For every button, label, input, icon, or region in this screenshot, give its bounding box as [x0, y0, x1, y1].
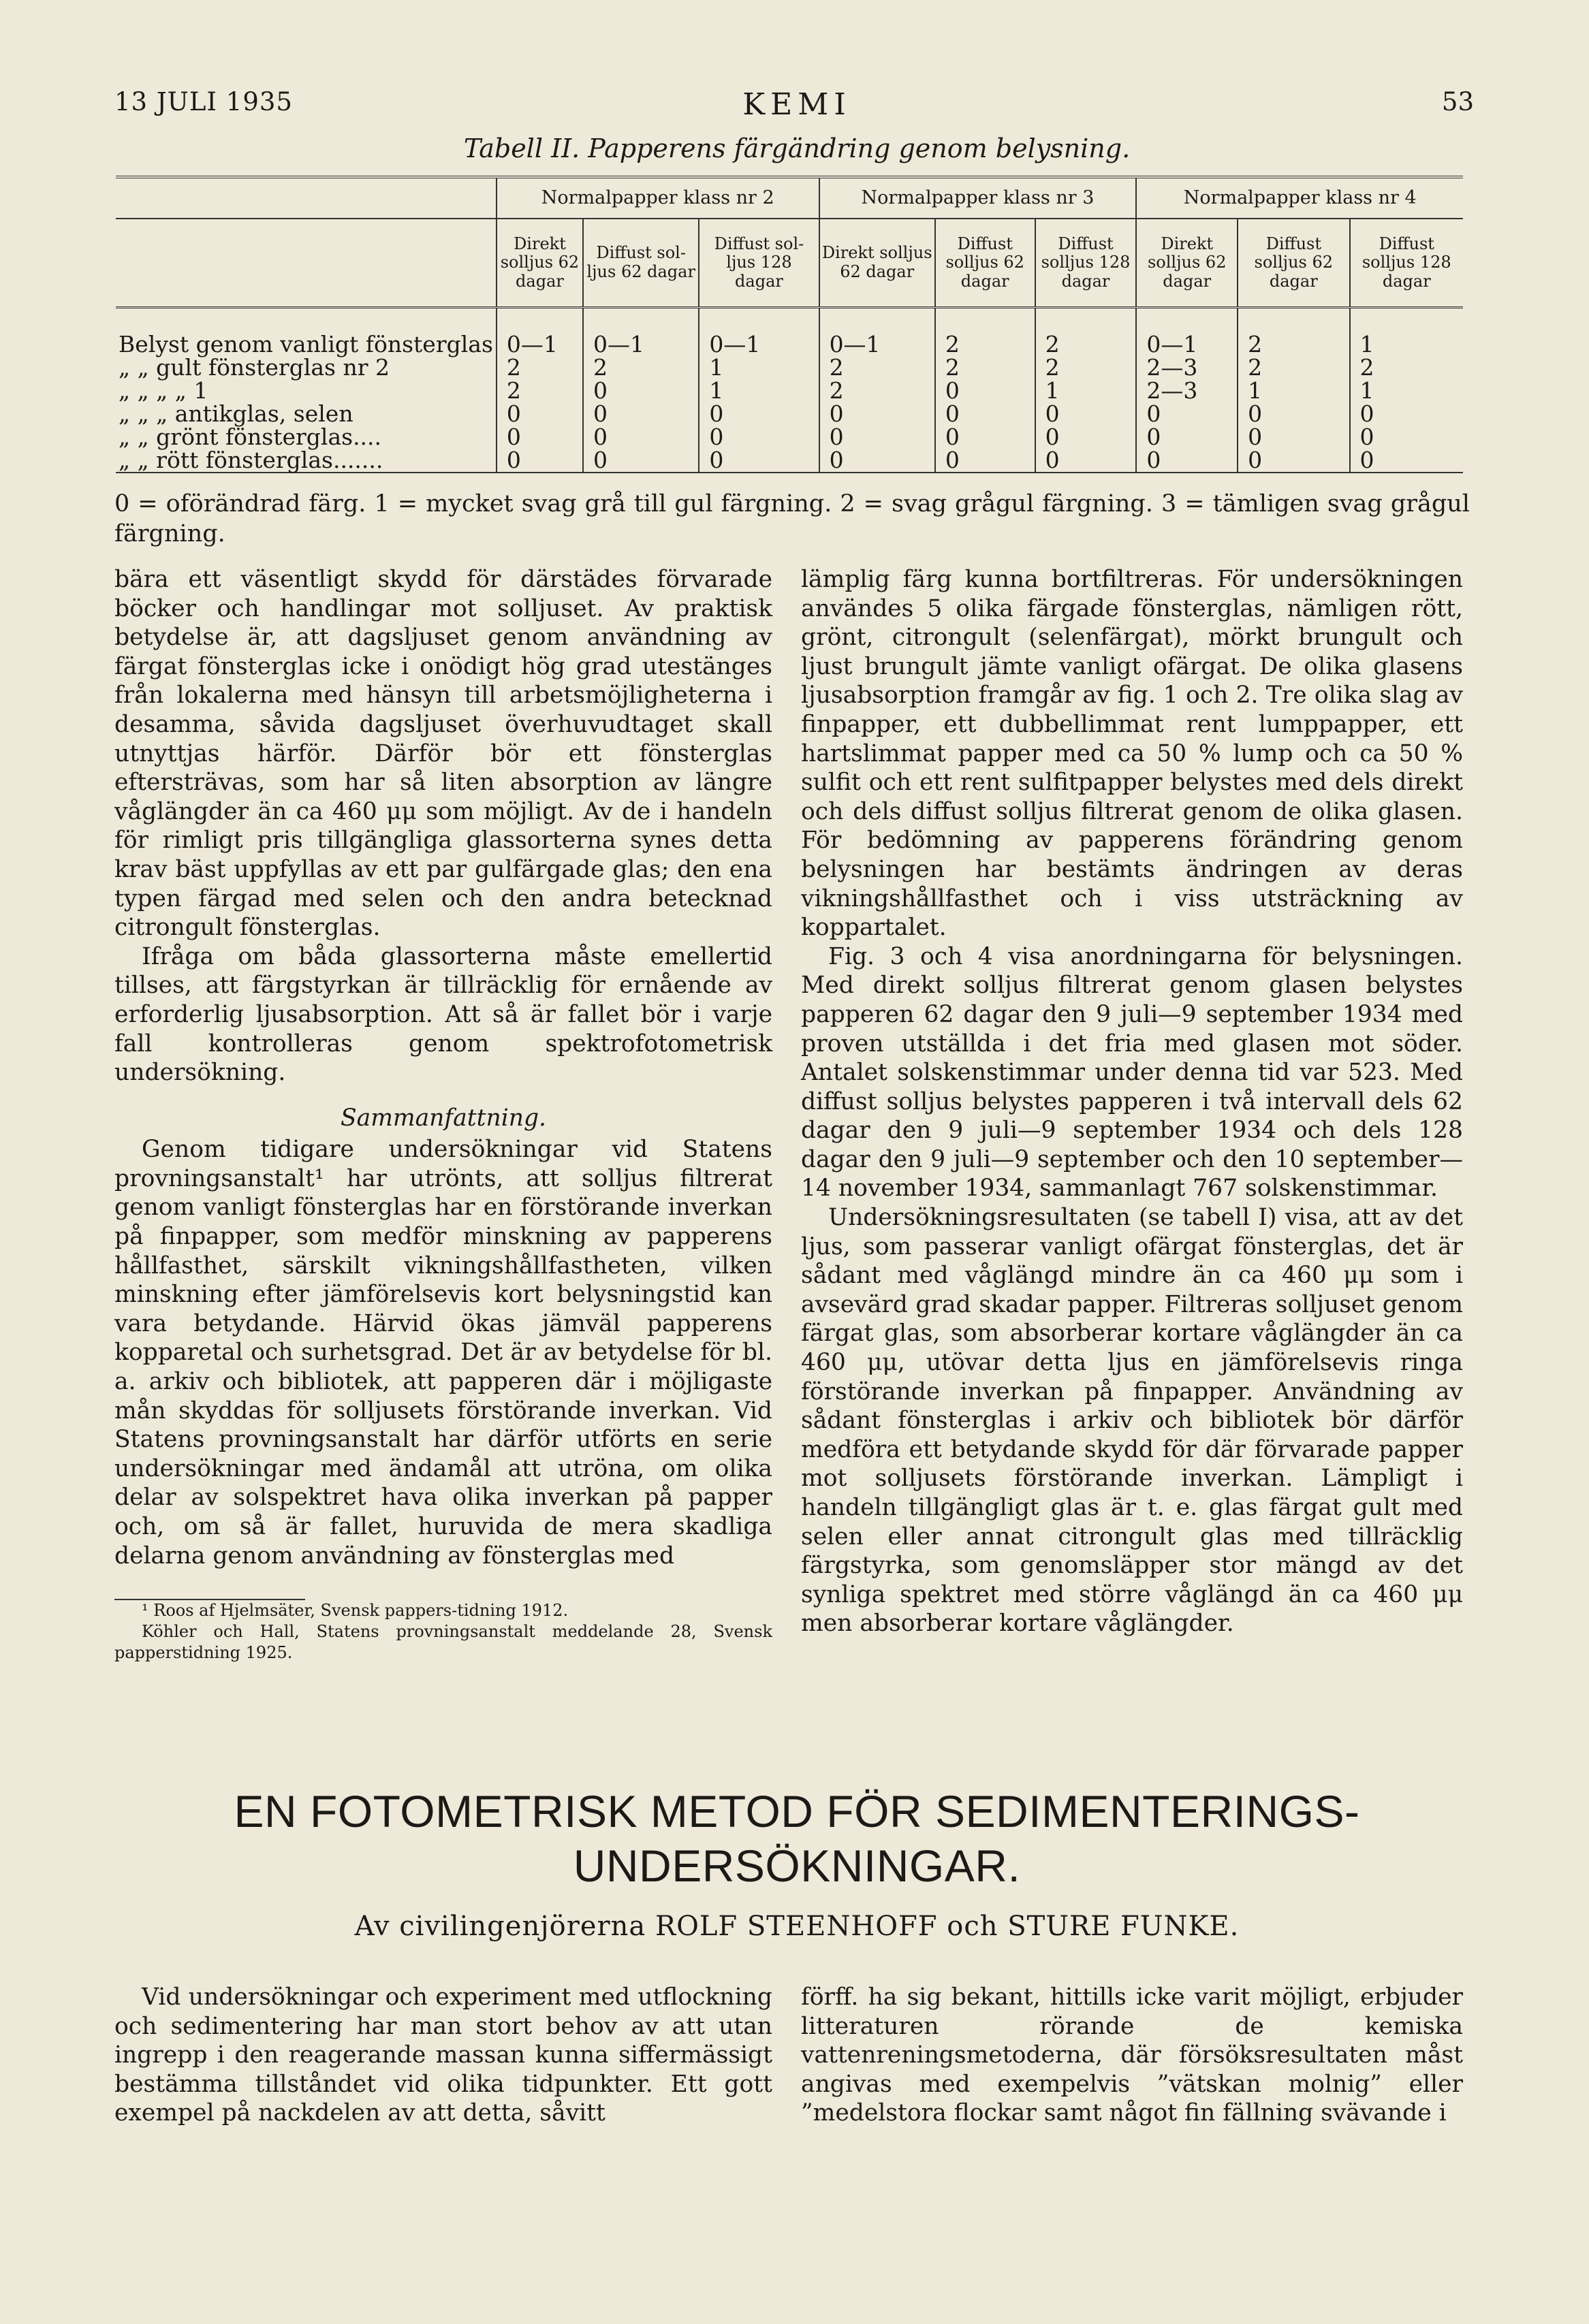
table-cell: 0: [1136, 426, 1238, 449]
article2-left-column: [114, 1983, 772, 2128]
table-cell: 0: [935, 379, 1035, 402]
row-label: „ „ „ antikglas, selen: [119, 400, 353, 427]
table-body: [116, 308, 1463, 473]
running-header-journal: KEMI: [742, 87, 851, 122]
table-cell: 0: [1350, 449, 1463, 473]
table-cell: 2—3: [1136, 379, 1238, 402]
table-cell: 2: [819, 379, 935, 402]
table-legend: 0 = oförändrad färg. 1 = mycket svag grå till gul färgning. 2 = svag grågul färgning. 3 = tämligen svag grågul färgning.: [114, 490, 1470, 547]
group-header: Normalpapper klass nr 3: [819, 177, 1137, 219]
table-cell: 1: [1350, 308, 1463, 357]
table-row: [116, 356, 1463, 379]
table-cell: 0: [497, 449, 583, 473]
table-cell: 0: [1035, 402, 1137, 426]
color-change-table: [116, 176, 1463, 473]
table-cell: 2: [1238, 308, 1349, 357]
table-cell: 1: [1238, 379, 1349, 402]
group-header: Normalpapper klass nr 2: [497, 177, 819, 219]
row-label: „ „ gult fönsterglas nr 2: [119, 354, 390, 381]
paragraph: Genom tidigare undersökningar vid Statens provningsanstalt¹ har utrönts, att solljus filtrerat genom vanligt fönsterglas har en förstörande inverkan på finpapper, som medför minskning av papperens hållfasthet, särskilt vikningshållfastheten, vilken minskning efter jämförelsevis kort belysningstid kan vara betydande. Härvid ökas jämväl papperens kopparetal och surhetsgrad. Det är av betydelse för bl. a. arkiv och bibliotek, att papperen där i möjligaste mån skyddas för solljusets förstörande inverkan. Vid Statens provningsanstalt har därför utförts en serie undersökningar med ändamål att utröna, om olika delar av solspektret hava olika inverkan på papper och, om så är fallet, huruvida de mera skadliga delarna genom användning av fönsterglas med: [114, 1136, 772, 1570]
table-cell: 2: [497, 379, 583, 402]
column-header: Diffust sol-ljus 62 dagar: [583, 219, 699, 308]
column-header: Direkt solljus 62 dagar: [497, 219, 583, 308]
table-cell: 0: [1035, 426, 1137, 449]
table-corner: [116, 219, 497, 308]
table-caption: Tabell II. Papperens färgändring genom belysning.: [463, 133, 1131, 163]
table-cell: 0—1: [583, 308, 699, 357]
column-header: Diffust solljus 62 dagar: [935, 219, 1035, 308]
table-cell: 0—1: [497, 308, 583, 357]
table-cell: 0: [819, 402, 935, 426]
paragraph: Vid undersökningar och experiment med utflockning och sedimentering har man stort behov av att utan ingrepp i den reagerande massan kunna siffermässigt bestämma tillståndet vid olika tidpunkter. Ett gott exempel på nackdelen av att detta, såvitt: [114, 1984, 772, 2127]
article-title-line: EN FOTOMETRISK METOD FÖR SEDIMENTERINGS-: [234, 1786, 1360, 1836]
table-cell: 2: [497, 356, 583, 379]
table-cell: 1: [1035, 379, 1137, 402]
table-cell: 0: [1238, 449, 1349, 473]
table-cell: 0: [699, 402, 819, 426]
table-cell: 0—1: [699, 308, 819, 357]
running-header-date: 13 JULI 1935: [114, 87, 293, 116]
paragraph: bära ett väsentligt skydd för därstädes förvarade böcker och handlingar mot solljuset. Av praktisk betydelse är, att dagsljuset genom användning av färgat fönsterglas icke i onödigt hög grad utestänges från lokalerna med hänsyn till arbetsmöjligheterna i desamma, såvida dagsljuset överhuvudtaget skall utnyttjas härför. Därför bör ett fönsterglas eftersträvas, som har så liten absorption av längre våglängder än ca 460 μμ som möjligt. Av de i handeln för rimligt pris tillgängliga glassorterna synes detta krav bäst uppfyllas av ett par gulfärgade glas; den ena typen färgad med selen och den andra betecknad citrongult fönsterglas.: [114, 566, 772, 942]
paragraph: Ifråga om båda glassorterna måste emellertid tillses, att färgstyrkan är tillräcklig för ernående av erforderlig ljusabsorption. Att så är fallet bör i varje fall kontrolleras genom spektrofotometrisk undersökning.: [114, 942, 772, 1087]
footnotes: [114, 1600, 772, 1664]
table-cell: 0: [1238, 426, 1349, 449]
table-cell: 0: [819, 426, 935, 449]
table-cell: 1: [1350, 379, 1463, 402]
group-header: Normalpapper klass nr 4: [1136, 177, 1463, 219]
table-cell: 0: [583, 402, 699, 426]
table-row: [116, 449, 1463, 473]
column-header: Diffust solljus 62 dagar: [1238, 219, 1349, 308]
table-cell: 0: [699, 426, 819, 449]
table-row: [116, 308, 1463, 357]
table-cell: 2: [1238, 356, 1349, 379]
paragraph: Undersökningsresultaten (se tabell I) visa, att av det ljus, som passerar vanligt ofärgat fönsterglas, det är sådant med våglängd mindre än ca 460 μμ som i avsevärd grad skadar papper. Filtreras solljuset genom färgat glas, som absorberar kortare våglängder än ca 460 μμ, utövar detta ljus en jämförelsevis ringa förstörande inverkan på finpapper. Användning av sådant fönsterglas i arkiv och bibliotek bör därför medföra ett betydande skydd för där förvarade papper mot solljusets förstörande inverkan. Lämpligt i handeln tillgängligt glas är t. e. glas färgat gult med selen eller annat citrongult glas med tillräcklig färgstyrka, som genomsläpper stor mängd av det synliga spektret med större våglängd än ca 460 μμ men absorberar kortare våglängder.: [801, 1204, 1463, 1638]
table-cell: 2: [1350, 356, 1463, 379]
table-cell: 0: [497, 426, 583, 449]
table-cell: 2—3: [1136, 356, 1238, 379]
table-cell: 0: [935, 426, 1035, 449]
table-cell: 0: [1238, 402, 1349, 426]
left-column: [114, 565, 772, 1664]
row-label: Belyst genom vanligt fönsterglas: [119, 331, 493, 357]
table-cell: 0—1: [1136, 308, 1238, 357]
article2-right-column: [801, 1983, 1463, 2128]
table-cell: 0: [1350, 402, 1463, 426]
table-cell: 0: [819, 449, 935, 473]
column-header: Diffust solljus 128 dagar: [1035, 219, 1137, 308]
table-cell: 1: [699, 356, 819, 379]
article-byline: Av civilingenjörerna ROLF STEENHOFF och STURE FUNKE.: [354, 1911, 1240, 1942]
row-label: „ „ grönt fönsterglas....: [119, 424, 382, 450]
table-cell: 0—1: [819, 308, 935, 357]
table-cell: 0: [699, 449, 819, 473]
table-cell: 0: [935, 449, 1035, 473]
table-cell: 2: [819, 356, 935, 379]
column-header: Diffust solljus 128 dagar: [1350, 219, 1463, 308]
table-cell: 0: [935, 402, 1035, 426]
paragraph: lämplig färg kunna bortfiltreras. För undersökningen användes 5 olika färgade fönsterglas, nämligen rött, grönt, citrongult (selenfärgat), mörkt brungult och ljust brungult jämte vanligt ofärgat. De olika glasens ljusabsorption framgår av fig. 1 och 2. Tre olika slag av finpapper, ett dubbellimmat rent lumppapper, ett hartslimmat papper med ca 50 % lump och ca 50 % sulfit och ett rent sulfitpapper belystes med dels direkt och dels diffust solljus filtrerat genom de olika glasen. För bedömning av papperens förändring genom belysningen har bestämts ändringen av deras vikningshållfasthet och i viss utsträckning av koppartalet.: [801, 566, 1463, 942]
row-label: „ „ rött fönsterglas.......: [116, 449, 497, 473]
article-title: [109, 1784, 1485, 1893]
table-corner: [116, 177, 497, 219]
article-title-line: UNDERSÖKNINGAR.: [573, 1841, 1021, 1891]
right-column: [801, 565, 1463, 1638]
table-cell: 0: [583, 449, 699, 473]
table-cell: 2: [935, 356, 1035, 379]
table-cell: 0: [583, 426, 699, 449]
table-cell: 2: [1035, 308, 1137, 357]
footnote: ¹ Roos af Hjelmsäter, Svensk pappers-tidning 1912.: [142, 1601, 569, 1621]
column-header: Direkt solljus 62 dagar: [819, 219, 935, 308]
section-heading: Sammanfattning.: [340, 1104, 546, 1132]
table-cell: 1: [699, 379, 819, 402]
table-cell: 2: [583, 356, 699, 379]
page-number: 53: [1441, 87, 1474, 116]
paragraph: förff. ha sig bekant, hittills icke varit möjligt, erbjuder litteraturen rörande de kemiska vattenreningsmetoderna, där försöksresultaten måst angivas med exempelvis ”vätskan molnig” eller ”medelstora flockar samt något fin fällning svävande i: [801, 1984, 1463, 2127]
footnote: Köhler och Hall, Statens provningsanstalt meddelande 28, Svensk papperstidning 1925.: [114, 1622, 772, 1663]
table-cell: 0: [1136, 449, 1238, 473]
row-label: „ „ „ „ 1: [119, 377, 208, 404]
paragraph: Fig. 3 och 4 visa anordningarna för belysningen. Med direkt solljus filtrerat genom glasen belystes papperen 62 dagar den 9 juli—9 september 1934 med proven utställda i det fria med glasen mot söder. Antalet solskenstimmar under denna tid var 523. Med diffust solljus belystes papperen i två intervall dels 62 dagar den 9 juli—9 september 1934 och dels 128 dagar den 9 juli—9 september och den 10 september—14 november 1934, sammanlagt 767 solskenstimmar.: [801, 942, 1463, 1203]
table-cell: 0: [1136, 402, 1238, 426]
table-cell: 2: [935, 308, 1035, 357]
table-row: [116, 379, 1463, 402]
table-row: [116, 426, 1463, 449]
table-container: [116, 176, 1463, 497]
column-header: Direkt solljus 62 dagar: [1136, 219, 1238, 308]
table-cell: 0: [497, 402, 583, 426]
table-row: [116, 402, 1463, 426]
table-cell: 0: [583, 379, 699, 402]
column-header: Diffust sol-ljus 128 dagar: [699, 219, 819, 308]
table-cell: 2: [1035, 356, 1137, 379]
table-cell: 0: [1350, 426, 1463, 449]
table-cell: 0: [1035, 449, 1137, 473]
